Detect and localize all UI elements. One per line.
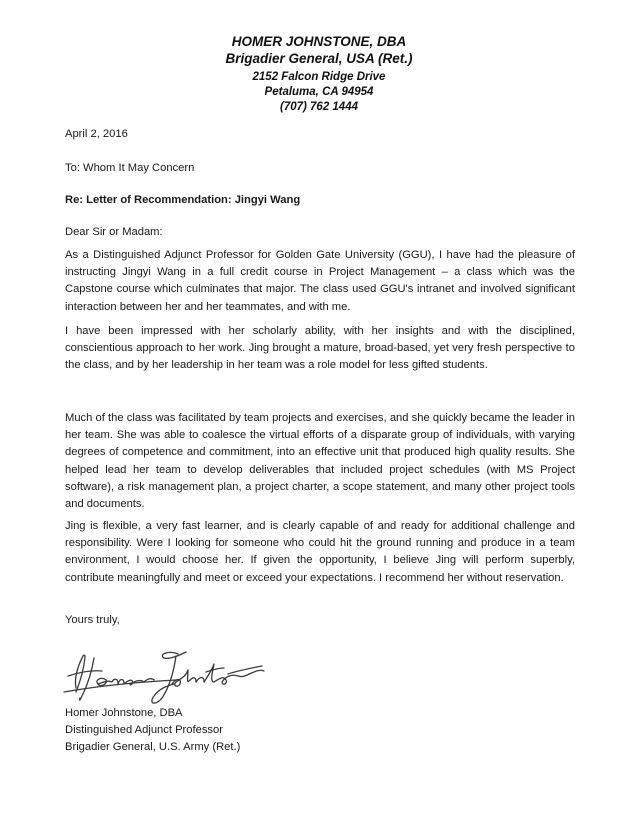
letterhead xyxy=(0,33,638,115)
letter-salutation: Dear Sir or Madam: xyxy=(65,226,163,238)
signature-block xyxy=(65,705,240,756)
letter-date: April 2, 2016 xyxy=(65,128,128,140)
paragraph: Jing is flexible, a very fast learner, and is clearly capable of and ready for additional challenge and responsibility. Were I looking for someone who could hit the ground running and produce in a team environment, I would choose her. If given the opportunity, I believe Jing will perform superbly, contribute meaningfully and meet or exceed your expectations. I recommend her without reservation. xyxy=(65,520,575,584)
signer-position: Distinguished Adjunct Professor xyxy=(65,724,223,736)
letterhead-city: Petaluma, CA 94954 xyxy=(264,86,374,98)
signer-rank: Brigadier General, U.S. Army (Ret.) xyxy=(65,741,241,753)
letterhead-street: 2152 Falcon Ridge Drive xyxy=(252,71,386,83)
paragraph: Much of the class was facilitated by team projects and exercises, and she quickly became the leader in her team. She was able to coalesce the virtual efforts of a disparate group of individuals, with varying degrees of competence and commitment, into an effective unit that produced high quality results. She helped lead her team to develop deliverables that included project schedules (with MS Project software), a risk management plan, a project charter, a scope statement, and many other project tools and documents. xyxy=(65,412,575,511)
letter-subject: Re: Letter of Recommendation: Jingyi Wang xyxy=(65,194,301,206)
handwritten-signature xyxy=(58,640,268,712)
letterhead-title: Brigadier General, USA (Ret.) xyxy=(225,51,413,66)
letterhead-name: HOMER JOHNSTONE, DBA xyxy=(231,34,407,49)
letter-closing: Yours truly, xyxy=(65,614,120,626)
paragraph: As a Distinguished Adjunct Professor for Golden Gate University (GGU), I have had the pleasure of instructing Jingyi Wang in a full credit course in Project Management – a class which was the Capstone course which culminates that major. The class used GGU's intranet and involved significant interaction between her and her teammates, and with me. xyxy=(65,249,575,313)
letter-recipient: To: Whom It May Concern xyxy=(65,162,195,174)
signer-name: Homer Johnstone, DBA xyxy=(65,707,183,719)
paragraph: I have been impressed with her scholarly ability, with her insights and with the disciplined, conscientious approach to her work. Jing brought a mature, broad-based, yet very fresh perspective to the class, and by her leadership in her team was a role model for less gifted students. xyxy=(65,325,575,372)
letterhead-phone: (707) 762 1444 xyxy=(279,101,358,113)
